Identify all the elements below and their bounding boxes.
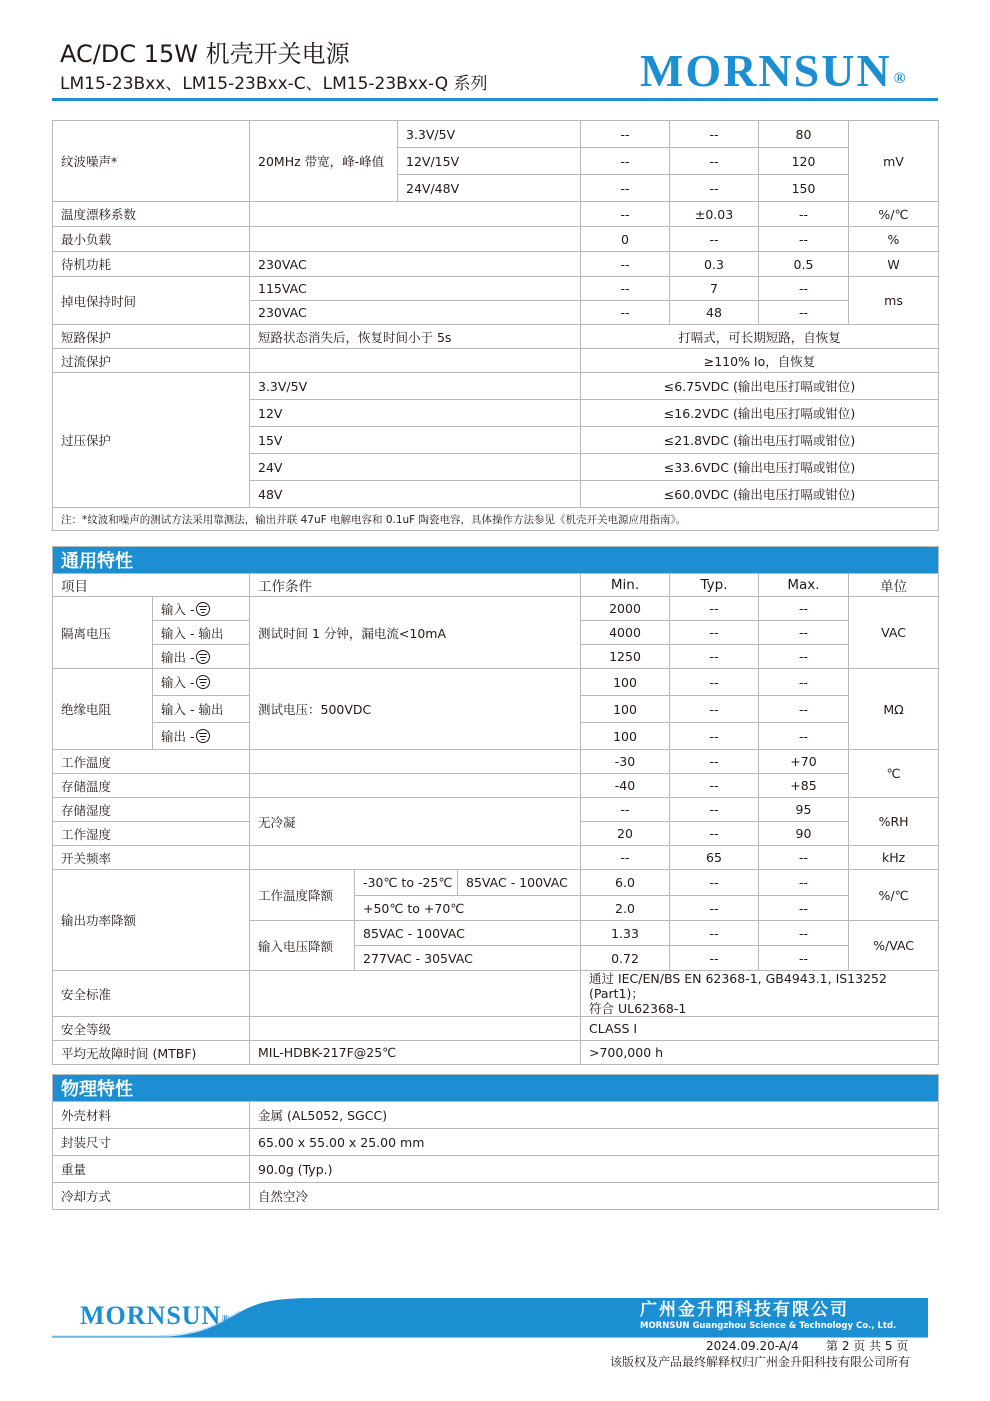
page-title: AC/DC 15W 机壳开关电源 — [60, 40, 350, 68]
ovp-cond: 12V — [250, 400, 581, 427]
ovp-value: ≤6.75VDC (输出电压打嗝或钳位) — [581, 373, 939, 400]
switching-freq-min: -- — [581, 846, 670, 870]
footer-logo — [80, 1300, 231, 1332]
standby-max: 0.5 — [759, 252, 849, 277]
standby-min: -- — [581, 252, 670, 277]
short-value: 打嗝式，可长期短路，自恢复 — [581, 325, 939, 349]
col-header-typ: Typ. — [670, 574, 759, 597]
temp-derating-max: -- — [759, 896, 849, 921]
physical-section-title: 物理特性 — [53, 1075, 939, 1102]
ripple-max: 150 — [759, 175, 849, 202]
insulation-min: 100 — [581, 696, 670, 723]
empty-cell — [250, 349, 581, 373]
cooling-item: 冷却方式 — [53, 1183, 250, 1210]
overcurrent-item: 过流保护 — [53, 349, 250, 373]
cooling-value: 自然空冷 — [250, 1183, 939, 1210]
safety-class-value: CLASS I — [581, 1017, 939, 1041]
registered-mark: ® — [893, 70, 906, 87]
isolation-cond: 测试时间 1 分钟，漏电流<10mA — [250, 597, 581, 669]
volt-derating-unit: %/VAC — [849, 921, 939, 971]
insulation-label-text: 输出 - — [161, 729, 195, 744]
company-name-en: MORNSUN Guangzhou Science & Technology Co., Ltd. — [640, 1321, 897, 1331]
ovp-cond: 3.3V/5V — [250, 373, 581, 400]
holdup-item: 掉电保持时间 — [53, 277, 250, 325]
storage-temp-max: +85 — [759, 774, 849, 798]
ripple-typ: -- — [670, 175, 759, 202]
case-material-item: 外壳材料 — [53, 1102, 250, 1129]
holdup-unit: ms — [849, 277, 939, 325]
temp-coef-unit: %/℃ — [849, 202, 939, 227]
humidity-unit: %RH — [849, 798, 939, 846]
ripple-test-note: 注：*纹波和噪声的测试方法采用靠测法，输出并联 47uF 电解电容和 0.1uF 陶瓷电容，具体操作方法参见《机壳开关电源应用指南》。 — [53, 508, 939, 531]
insulation-max: -- — [759, 723, 849, 750]
overcurrent-value: ≥110% Io，自恢复 — [581, 349, 939, 373]
isolation-typ: -- — [670, 645, 759, 669]
isolation-min: 4000 — [581, 621, 670, 645]
ripple-voltage: 3.3V/5V — [398, 121, 581, 148]
volt-derating-range: 85VAC - 100VAC — [355, 921, 581, 946]
temp-unit: ℃ — [849, 750, 939, 798]
ripple-voltage: 24V/48V — [398, 175, 581, 202]
ovp-item: 过压保护 — [53, 373, 250, 508]
temp-derating-range: -30℃ to -25℃ — [355, 870, 458, 896]
switching-freq-max: -- — [759, 846, 849, 870]
general-section-title: 通用特性 — [53, 547, 939, 574]
col-header-cond: 工作条件 — [250, 574, 581, 597]
ground-icon — [196, 729, 210, 743]
standby-item: 待机功耗 — [53, 252, 250, 277]
storage-temp-typ: -- — [670, 774, 759, 798]
isolation-label — [153, 645, 250, 669]
isolation-label-text: 输入 - — [161, 601, 195, 617]
ripple-cond: 20MHz 带宽，峰-峰值 — [250, 121, 398, 202]
physical-spec-table — [52, 1074, 939, 1210]
empty-cell — [250, 750, 581, 774]
temp-derating-min: 6.0 — [581, 870, 670, 896]
ripple-min: -- — [581, 121, 670, 148]
isolation-min: 2000 — [581, 597, 670, 621]
volt-derating-min: 1.33 — [581, 921, 670, 946]
storage-temp-item: 存储温度 — [53, 774, 250, 798]
ovp-cond: 15V — [250, 427, 581, 454]
copyright-notice: 该版权及产品最终解释权归广州金升阳科技有限公司所有 — [610, 1355, 911, 1369]
empty-cell — [250, 846, 581, 870]
insulation-min: 100 — [581, 669, 670, 696]
operating-temp-item: 工作温度 — [53, 750, 250, 774]
insulation-cond: 测试电压：500VDC — [250, 669, 581, 750]
ripple-typ: -- — [670, 121, 759, 148]
col-header-max: Max. — [759, 574, 849, 597]
storage-humidity-typ: -- — [670, 798, 759, 822]
holdup-typ: 48 — [670, 301, 759, 325]
dimensions-value: 65.00 x 55.00 x 25.00 mm — [250, 1129, 939, 1156]
holdup-cond: 230VAC — [250, 301, 581, 325]
ovp-value: ≤60.0VDC (输出电压打嗝或钳位) — [581, 481, 939, 508]
output-spec-table — [52, 120, 939, 531]
volt-derating-label: 输入电压降额 — [250, 921, 355, 971]
operating-humidity-min: 20 — [581, 822, 670, 846]
ripple-min: -- — [581, 175, 670, 202]
ovp-value: ≤16.2VDC (输出电压打嗝或钳位) — [581, 400, 939, 427]
ovp-value: ≤21.8VDC (输出电压打嗝或钳位) — [581, 427, 939, 454]
temp-derating-label: 工作温度降额 — [250, 870, 355, 921]
footer-logo-text: MORNSUN — [80, 1301, 222, 1330]
insulation-label-text: 输入 - — [161, 675, 195, 690]
ovp-value: ≤33.6VDC (输出电压打嗝或钳位) — [581, 454, 939, 481]
header-divider — [52, 98, 938, 101]
temp-derating-range: +50℃ to +70℃ — [355, 896, 581, 921]
short-cond: 短路状态消失后，恢复时间小于 5s — [250, 325, 581, 349]
mornsun-logo — [640, 44, 906, 98]
volt-derating-max: -- — [759, 921, 849, 946]
min-load-typ: -- — [670, 227, 759, 252]
storage-humidity-max: 95 — [759, 798, 849, 822]
storage-humidity-item: 存储湿度 — [53, 798, 250, 822]
insulation-max: -- — [759, 696, 849, 723]
volt-derating-range: 277VAC - 305VAC — [355, 946, 581, 971]
ground-icon — [196, 650, 210, 664]
holdup-max: -- — [759, 277, 849, 301]
standby-typ: 0.3 — [670, 252, 759, 277]
weight-value: 90.0g (Typ.) — [250, 1156, 939, 1183]
holdup-cond: 115VAC — [250, 277, 581, 301]
empty-cell — [250, 202, 581, 227]
temp-derating-typ: -- — [670, 896, 759, 921]
humidity-cond: 无冷凝 — [250, 798, 581, 846]
insulation-item: 绝缘电阻 — [53, 669, 153, 750]
insulation-max: -- — [759, 669, 849, 696]
empty-cell — [250, 227, 581, 252]
ripple-max: 120 — [759, 148, 849, 175]
insulation-unit: MΩ — [849, 669, 939, 750]
temp-coef-item: 温度漂移系数 — [53, 202, 250, 227]
case-material-value: 金属 (AL5052, SGCC) — [250, 1102, 939, 1129]
temp-coef-min: -- — [581, 202, 670, 227]
footer-registered-mark: ® — [221, 1313, 231, 1325]
ovp-cond: 24V — [250, 454, 581, 481]
temp-derating-typ: -- — [670, 870, 759, 896]
insulation-label — [153, 669, 250, 696]
volt-derating-typ: -- — [670, 921, 759, 946]
safety-standard-line1: 通过 IEC/EN/BS EN 62368-1, GB4943.1, IS13252 (Part1)； — [589, 971, 887, 1001]
ripple-min: -- — [581, 148, 670, 175]
weight-item: 重量 — [53, 1156, 250, 1183]
ground-icon — [196, 675, 210, 689]
operating-temp-min: -30 — [581, 750, 670, 774]
min-load-min: 0 — [581, 227, 670, 252]
insulation-label: 输入 - 输出 — [153, 696, 250, 723]
ground-icon — [196, 602, 210, 616]
switching-freq-typ: 65 — [670, 846, 759, 870]
insulation-min: 100 — [581, 723, 670, 750]
volt-derating-max: -- — [759, 946, 849, 971]
insulation-typ: -- — [670, 723, 759, 750]
ripple-voltage: 12V/15V — [398, 148, 581, 175]
operating-humidity-max: 90 — [759, 822, 849, 846]
ripple-max: 80 — [759, 121, 849, 148]
mtbf-item: 平均无故障时间 (MTBF) — [53, 1041, 250, 1065]
isolation-typ: -- — [670, 621, 759, 645]
derating-item: 输出功率降额 — [53, 870, 250, 971]
operating-humidity-typ: -- — [670, 822, 759, 846]
operating-temp-typ: -- — [670, 750, 759, 774]
temp-derating-min: 2.0 — [581, 896, 670, 921]
company-name-cn: 广州金升阳科技有限公司 — [640, 1300, 849, 1320]
holdup-max: -- — [759, 301, 849, 325]
insulation-typ: -- — [670, 669, 759, 696]
empty-cell — [250, 774, 581, 798]
page-number: 第 2 页 共 5 页 — [826, 1339, 909, 1353]
page-header — [0, 0, 990, 104]
min-load-unit: % — [849, 227, 939, 252]
doc-version: 2024.09.20-A/4 — [706, 1339, 799, 1353]
logo-text: MORNSUN — [640, 45, 892, 96]
holdup-typ: 7 — [670, 277, 759, 301]
safety-class-item: 安全等级 — [53, 1017, 250, 1041]
min-load-max: -- — [759, 227, 849, 252]
empty-cell — [250, 971, 581, 1017]
temp-derating-input: 85VAC - 100VAC — [458, 870, 581, 896]
isolation-typ: -- — [670, 597, 759, 621]
isolation-max: -- — [759, 645, 849, 669]
safety-standard-item: 安全标准 — [53, 971, 250, 1017]
ripple-unit: mV — [849, 121, 939, 202]
isolation-min: 1250 — [581, 645, 670, 669]
temp-coef-max: -- — [759, 202, 849, 227]
empty-cell — [250, 1017, 581, 1041]
col-header-min: Min. — [581, 574, 670, 597]
switching-freq-unit: kHz — [849, 846, 939, 870]
volt-derating-min: 0.72 — [581, 946, 670, 971]
col-header-unit: 单位 — [849, 574, 939, 597]
isolation-label — [153, 597, 250, 621]
min-load-item: 最小负载 — [53, 227, 250, 252]
ripple-typ: -- — [670, 148, 759, 175]
volt-derating-typ: -- — [670, 946, 759, 971]
isolation-label: 输入 - 输出 — [153, 621, 250, 645]
general-spec-table — [52, 546, 939, 1065]
operating-humidity-item: 工作湿度 — [53, 822, 250, 846]
storage-temp-min: -40 — [581, 774, 670, 798]
col-header-item: 项目 — [53, 574, 250, 597]
holdup-min: -- — [581, 301, 670, 325]
isolation-max: -- — [759, 621, 849, 645]
ripple-item: 纹波噪声* — [53, 121, 250, 202]
mtbf-cond: MIL-HDBK-217F@25℃ — [250, 1041, 581, 1065]
temp-derating-max: -- — [759, 870, 849, 896]
ovp-cond: 48V — [250, 481, 581, 508]
safety-standard-line2: 符合 UL62368-1 — [589, 1001, 687, 1016]
standby-unit: W — [849, 252, 939, 277]
storage-humidity-min: -- — [581, 798, 670, 822]
safety-standard-value — [581, 971, 939, 1017]
series-subtitle: LM15-23Bxx、LM15-23Bxx-C、LM15-23Bxx-Q 系列 — [60, 74, 488, 94]
isolation-label-text: 输出 - — [161, 649, 195, 665]
holdup-min: -- — [581, 277, 670, 301]
temp-derating-unit: %/℃ — [849, 870, 939, 921]
switching-freq-item: 开关频率 — [53, 846, 250, 870]
short-item: 短路保护 — [53, 325, 250, 349]
isolation-unit: VAC — [849, 597, 939, 669]
operating-temp-max: +70 — [759, 750, 849, 774]
insulation-label — [153, 723, 250, 750]
isolation-max: -- — [759, 597, 849, 621]
standby-cond: 230VAC — [250, 252, 581, 277]
insulation-typ: -- — [670, 696, 759, 723]
mtbf-value: >700,000 h — [581, 1041, 939, 1065]
isolation-item: 隔离电压 — [53, 597, 153, 669]
dimensions-item: 封装尺寸 — [53, 1129, 250, 1156]
temp-coef-typ: ±0.03 — [670, 202, 759, 227]
